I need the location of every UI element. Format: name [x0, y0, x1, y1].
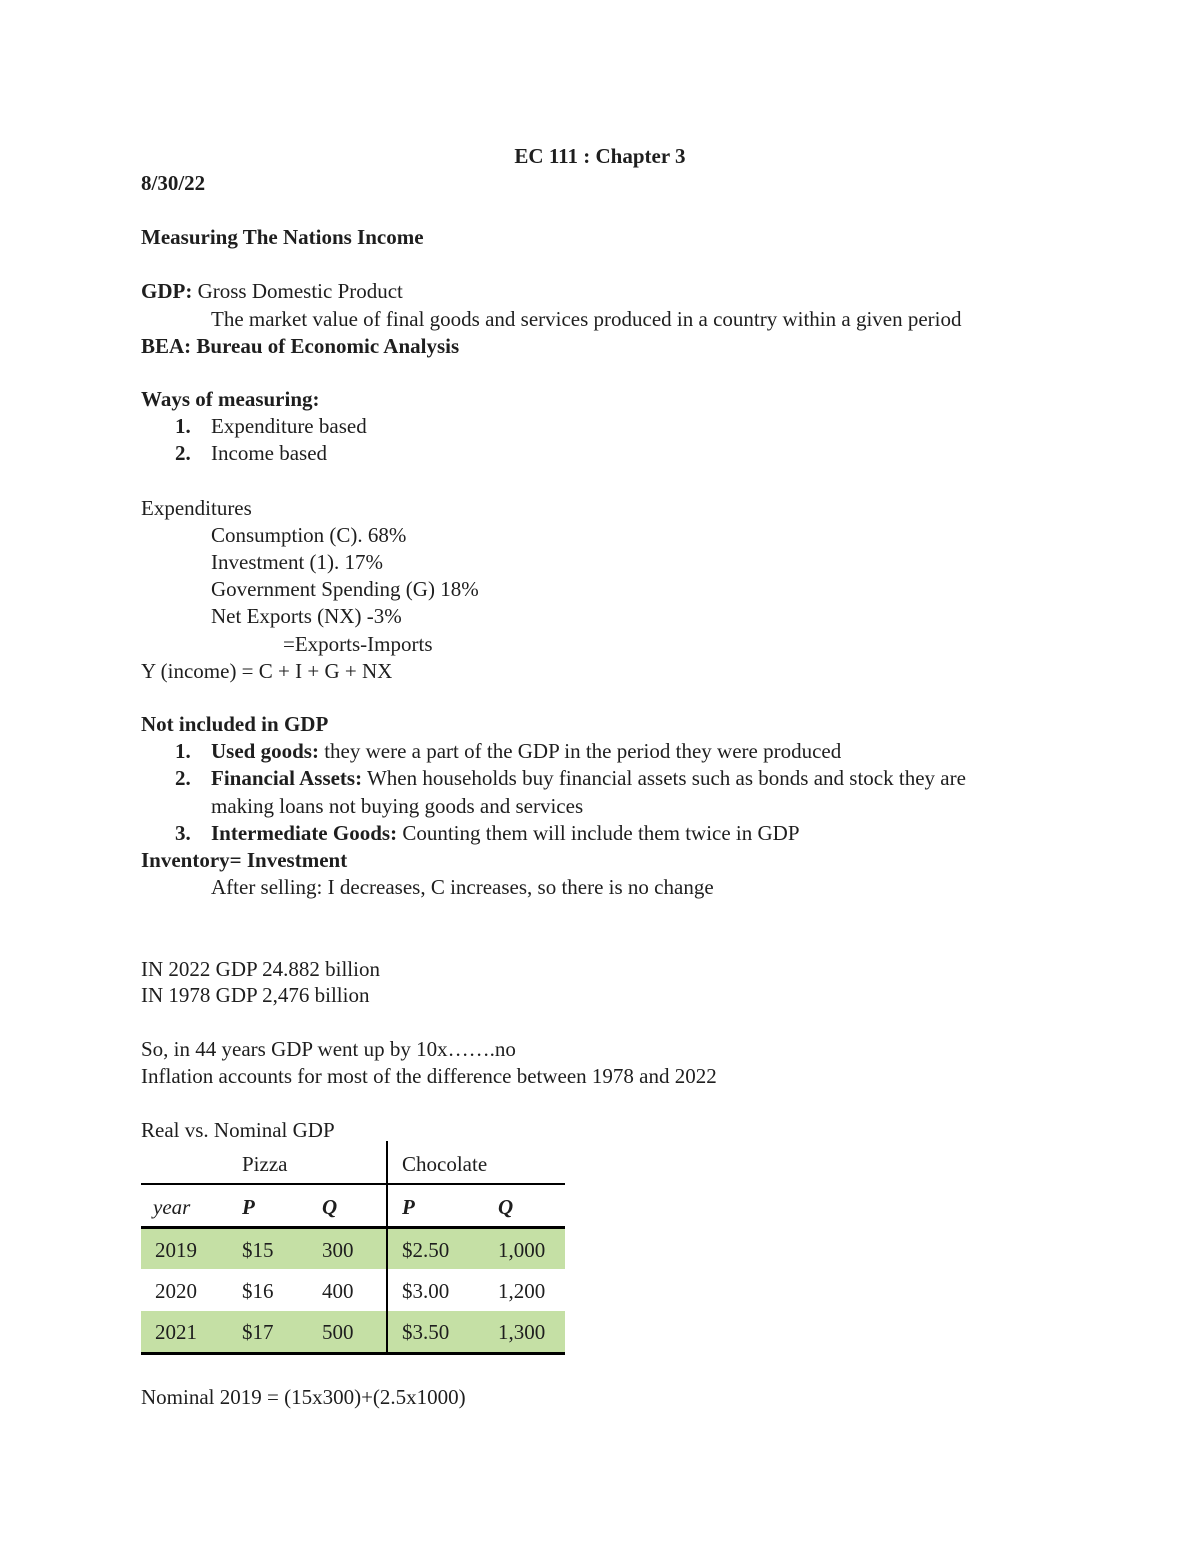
expenditures-heading: Expenditures	[141, 496, 252, 520]
ways-item-number: 2.	[175, 441, 191, 465]
inventory-heading: Inventory= Investment	[141, 848, 348, 872]
table-cell: 1,200	[498, 1279, 546, 1303]
column-header-price: P	[402, 1195, 415, 1219]
table-rule	[141, 1352, 565, 1355]
topic-heading: Measuring The Nations Income	[141, 225, 424, 249]
observation: So, in 44 years GDP went up by 10x…….no	[141, 1037, 516, 1061]
gdp-fact: IN 2022 GDP 24.882 billion	[141, 957, 380, 981]
ways-item-number: 1.	[175, 414, 191, 438]
inventory-note: After selling: I decreases, C increases, so there is no change	[211, 875, 714, 899]
group-header-chocolate: Chocolate	[402, 1152, 488, 1176]
item-label: Financial Assets:	[211, 766, 363, 790]
table-cell-year: 2019	[155, 1238, 197, 1262]
not-included-heading: Not included in GDP	[141, 712, 329, 736]
date-line: 8/30/22	[141, 171, 206, 195]
not-included-number: 3.	[175, 821, 191, 845]
not-included-item	[211, 765, 966, 791]
table-cell-year: 2021	[155, 1320, 197, 1344]
table-divider	[386, 1141, 388, 1355]
bea-line: BEA: Bureau of Economic Analysis	[141, 334, 460, 358]
gdp-line	[141, 278, 403, 304]
nx-note: =Exports-Imports	[283, 632, 433, 656]
gdp-full-name: Gross Domestic Product	[197, 279, 403, 303]
gdp-label: GDP:	[141, 279, 193, 303]
table-cell: 1,300	[498, 1320, 546, 1344]
table-cell-year: 2020	[155, 1279, 197, 1303]
not-included-number: 2.	[175, 766, 191, 790]
ways-heading: Ways of measuring:	[141, 387, 320, 411]
item-label: Used goods:	[211, 739, 319, 763]
column-header-price: P	[242, 1195, 255, 1219]
table-cell: 300	[322, 1238, 354, 1262]
table-cell: 400	[322, 1279, 354, 1303]
page-title: EC 111 : Chapter 3	[514, 144, 686, 168]
item-text: they were a part of the GDP in the period they were produced	[318, 739, 842, 763]
observation: Inflation accounts for most of the difference between 1978 and 2022	[141, 1064, 717, 1088]
column-header-quantity: Q	[322, 1195, 338, 1219]
not-included-item	[211, 820, 800, 846]
table-cell: 500	[322, 1320, 354, 1344]
item-text: Counting them will include them twice in GDP	[397, 821, 800, 845]
not-included-item-continued: making loans not buying goods and services	[211, 794, 584, 818]
ways-item-text: Expenditure based	[211, 414, 367, 438]
expenditure-item: Consumption (C). 68%	[211, 523, 407, 547]
ways-item-text: Income based	[211, 441, 328, 465]
expenditure-item: Investment (1). 17%	[211, 550, 384, 574]
expenditure-item: Net Exports (NX) -3%	[211, 604, 402, 628]
table-rule	[141, 1183, 565, 1185]
table-cell: $3.50	[402, 1320, 450, 1344]
group-header-pizza: Pizza	[242, 1152, 288, 1176]
not-included-number: 1.	[175, 739, 191, 763]
item-label: Intermediate Goods:	[211, 821, 398, 845]
table-cell: $17	[242, 1320, 274, 1344]
nominal-calculation: Nominal 2019 = (15x300)+(2.5x1000)	[141, 1385, 466, 1409]
gdp-fact: IN 1978 GDP 2,476 billion	[141, 983, 370, 1007]
expenditure-item: Government Spending (G) 18%	[211, 577, 479, 601]
price-quantity-table	[141, 1141, 565, 1356]
gdp-definition: The market value of final goods and services produced in a country within a given period	[211, 307, 962, 331]
table-cell: $3.00	[402, 1279, 450, 1303]
table-rule	[141, 1226, 565, 1229]
column-header-year: year	[153, 1195, 191, 1219]
table-cell: 1,000	[498, 1238, 546, 1262]
table-cell: $16	[242, 1279, 274, 1303]
gdp-formula: Y (income) = C + I + G + NX	[141, 659, 393, 683]
column-header-quantity: Q	[498, 1195, 514, 1219]
item-text: When households buy financial assets such as bonds and stock they are	[362, 766, 966, 790]
table-cell: $2.50	[402, 1238, 450, 1262]
table-cell: $15	[242, 1238, 274, 1262]
not-included-item	[211, 738, 841, 764]
table-caption: Real vs. Nominal GDP	[141, 1118, 335, 1142]
